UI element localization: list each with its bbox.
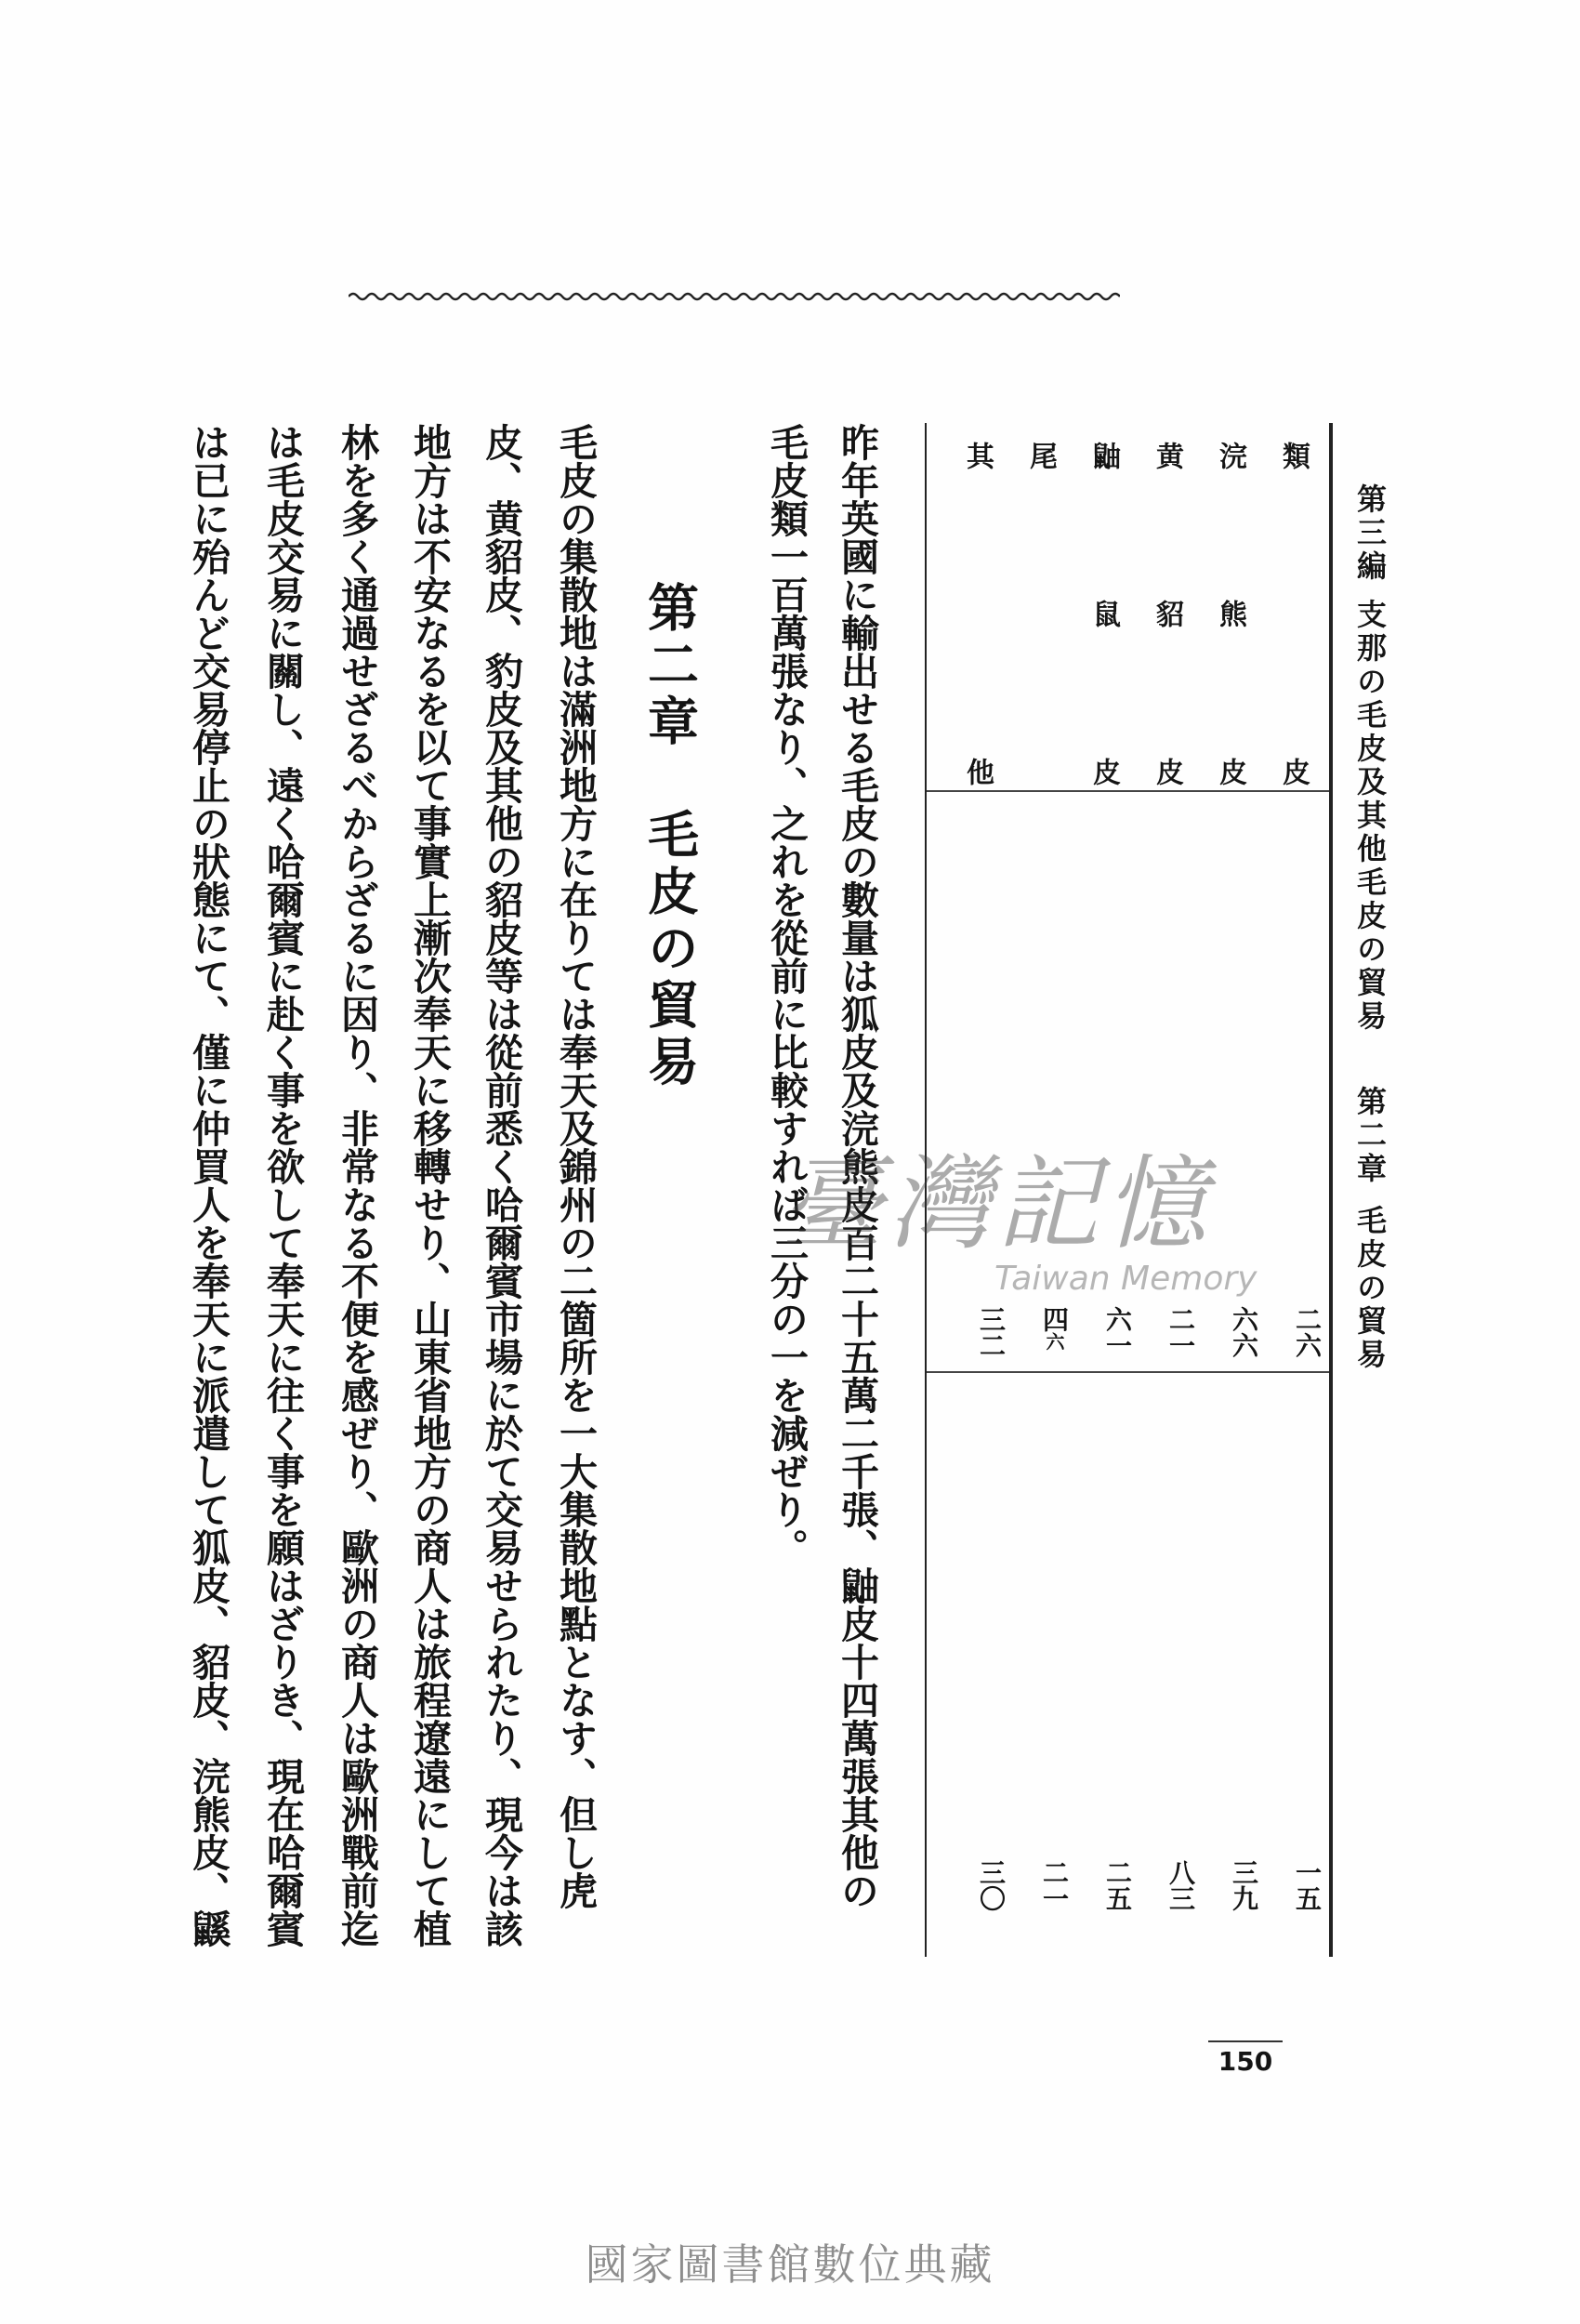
table-value-1: 六六 [1229,1306,1259,1358]
text-line: 皮、黄貂皮、豹皮及其他の貂皮等は從前悉く哈爾賓市場に於て交易せられたり、現今は該 [479,423,523,1948]
watermark-en: Taiwan Memory [994,1260,1257,1298]
table-row-label: 黄貂皮 [1151,442,1183,786]
table-value-1: 二六 [1292,1306,1323,1358]
text-line: 毛皮類一百萬張なり、之れを從前に比較すれば三分の一を減ぜり。 [764,423,809,1566]
table-row-label: 浣熊皮 [1214,442,1246,786]
text-line: 林を多く通過せざるべからざるに因り、非常なる不便を感ぜり、歐洲の商人は歐洲戰前迄 [335,423,379,1948]
table-value-2: 二一 [1039,1859,1070,1911]
watermark-logo [781,1144,1264,1325]
table-value-1: 三二 [976,1306,1007,1358]
table-row-label: 類皮 [1277,442,1310,786]
table-value-2: 一五 [1292,1859,1323,1911]
table-value-2: 八三 [1165,1859,1196,1911]
running-header [1346,483,1394,1376]
table-row-label: 其他 [961,442,994,786]
chapter-heading: 第二章 毛皮の貿易 [639,581,699,1091]
table-value-1: 四六 [1039,1306,1070,1351]
text-line: は毛皮交易に關し、遠く哈爾賓に赴く事を欲して奉天に往く事を願はざりき、現在哈爾賓 [260,423,305,1948]
decorative-wavy-rule [349,290,1120,303]
header-part: 第三編 [1352,483,1388,584]
table-value-1: 六一 [1102,1306,1133,1358]
table-row-label: 尾 [1024,442,1057,469]
page-number: 150 [1208,2040,1283,2077]
table-value-2: 三九 [1229,1859,1259,1911]
header-chapter: 第二章 [1352,1086,1388,1186]
footer-credit: 國家圖書館數位典藏 [585,2239,995,2290]
table-value-1: 二一 [1165,1306,1196,1358]
header-part-title: 支那の毛皮及其他毛皮の貿易 [1352,599,1388,1034]
header-chapter-title: 毛皮の貿易 [1352,1205,1388,1372]
text-line: 毛皮の集散地は滿洲地方に在りては奉天及錦州の二箇所を一大集散地點となす、但し虎 [553,423,598,1909]
table-row-label: 鼬鼠皮 [1087,442,1120,786]
table-value-2: 二五 [1102,1859,1133,1911]
watermark-cn: 臺灣記憶 [781,1144,1212,1263]
text-line: は已に殆んど交易停止の狀態にて、僅に仲買人を奉天に派遣して狐皮、貂皮、浣熊皮、鼷 [186,423,230,1948]
table-value-2: 三〇 [976,1859,1007,1911]
text-line: 昨年英國に輸出せる毛皮の數量は狐皮及浣熊皮百二十五萬二千張、鼬皮十四萬張其他の [835,423,879,1909]
text-line: 地方は不安なるを以て事實上漸次奉天に移轉せり、山東省地方の商人は旅程遼遠にして植 [407,423,452,1948]
table-row [1264,423,1322,1957]
